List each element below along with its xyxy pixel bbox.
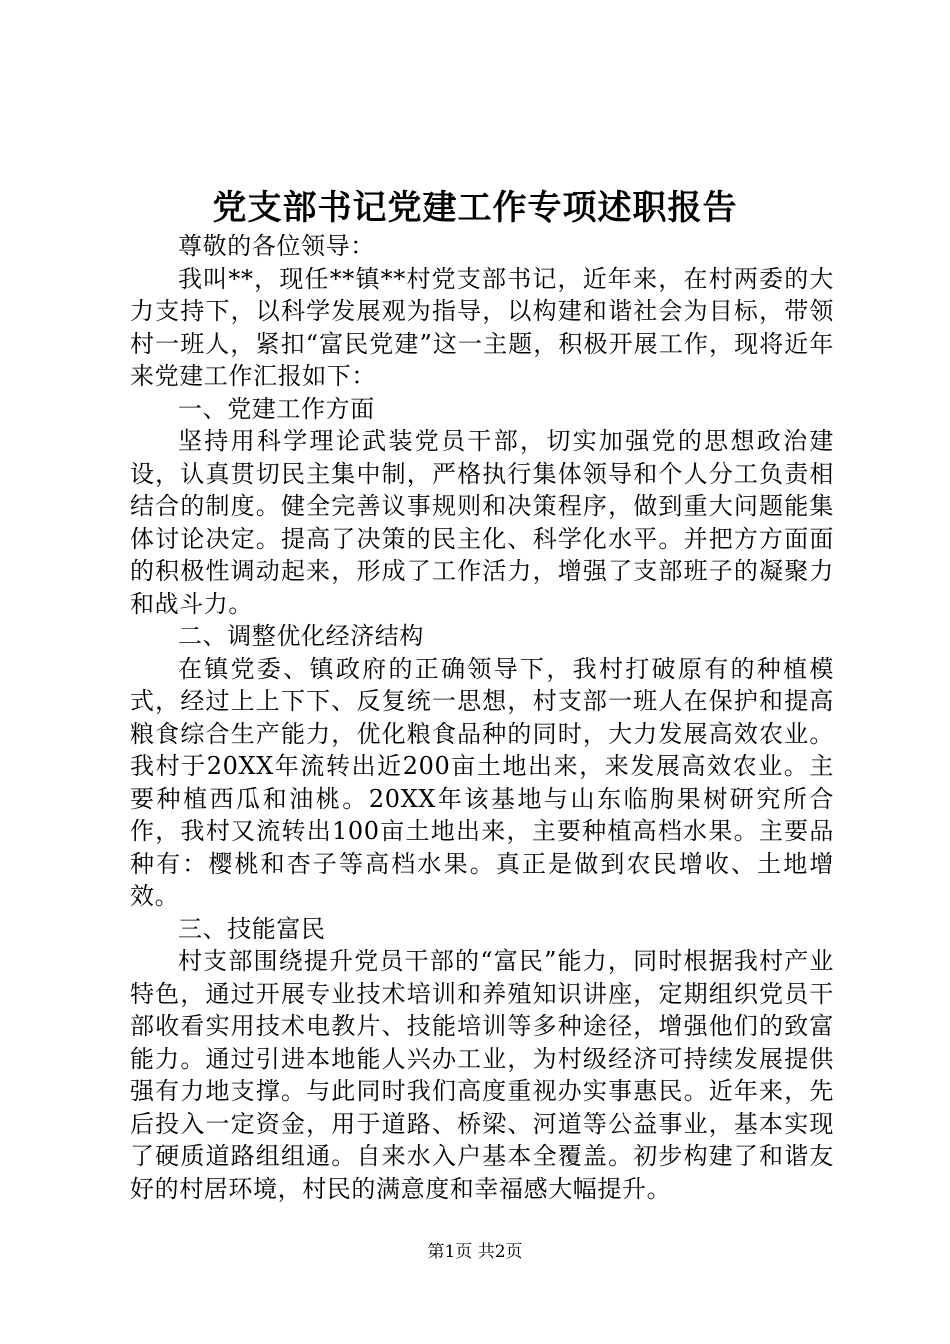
section-paragraph-2: 在镇党委、镇政府的正确领导下，我村打破原有的种植模式，经过上上下下、反复统一思想，村支部一班人在保护和提高粮食综合生产能力，优化粮食品种的同时，大力发展高效农业。我村于20XX年流转出近200亩土地出来，来发展高效农业。主要种植西瓜和油桃。20XX年该基地与山东临朐果树研究所合作，我村又流转出100亩土地出来，主要种植高档水果。主要品种有：樱桃和杏子等高档水果。真正是做到农民增收、土地增效。 [130, 654, 834, 910]
section-paragraph-1: 坚持用科学理论武装党员干部，切实加强党的思想政治建设，认真贯切民主集中制，严格执行集体领导和个人分工负责相结合的制度。健全完善议事规则和决策程序，做到重大问题能集体讨论决定。提高了决策的民主化、科学化水平。并把方方面面的积极性调动起来，形成了工作活力，增强了支部班子的凝聚力和战斗力。 [130, 427, 834, 618]
section-paragraph-3: 村支部围绕提升党员干部的“富民”能力，同时根据我村产业特色，通过开展专业技术培训和养殖知识讲座，定期组织党员干部收看实用技术电教片、技能培训等多种途径，增强他们的致富能力。通过引进本地能人兴办工业，为村级经济可持续发展提供强有力地支撑。与此同时我们高度重视办实事惠民。近年来，先后投入一定资金，用于道路、桥梁、河道等公益事业，基本实现了硬质道路组组通。自来水入户基本全覆盖。初步构建了和谐友好的村居环境，村民的满意度和幸福感大幅提升。 [130, 947, 834, 1203]
section-heading-2: 二、调整优化经济结构 [178, 622, 424, 650]
salutation: 尊敬的各位领导： [178, 232, 375, 260]
document-body [130, 230, 834, 1205]
document-title: 党支部书记党建工作专项述职报告 [212, 188, 738, 228]
page-footer: 第1页 共2页 [427, 1242, 523, 1262]
intro-paragraph: 我叫**，现任**镇**村党支部书记，近年来，在村两委的大力支持下，以科学发展观为指导，以构建和谐社会为目标，带领村一班人，紧扣“富民党建”这一主题，积极开展工作，现将近年来党建工作汇报如下： [130, 264, 834, 390]
section-heading-3: 三、技能富民 [178, 914, 326, 943]
section-heading-1: 一、党建工作方面 [178, 394, 375, 423]
